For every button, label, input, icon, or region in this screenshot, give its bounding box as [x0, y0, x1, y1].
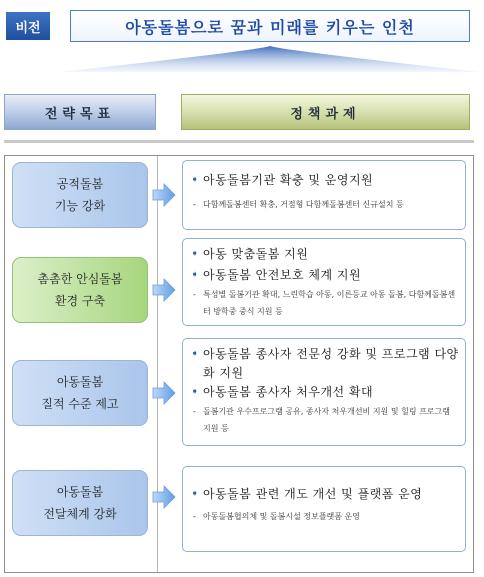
- task-item: ➧ 아동돌봄 종사자 처우개선 확대: [191, 383, 459, 402]
- goal-2-line1: 촘촘한 안심돌봄: [37, 272, 123, 286]
- goal-box-1: [12, 162, 148, 228]
- goal-4-line1: 아동돌봄: [56, 485, 104, 499]
- right-arrow-icon: [151, 277, 177, 303]
- header-divider: [4, 140, 474, 143]
- task-detail: - 특성별 돌봄기관 확대, 느린학습 아동, 이른등교 아동 돌봄, 다함께돌봄센터 방학중 중식 지원 등: [193, 290, 456, 316]
- tasks-column-header: 정책과제: [181, 94, 470, 130]
- goal-box-4: [12, 470, 148, 536]
- bullet-arrow-icon: ➧: [191, 249, 199, 259]
- task-box-2: [182, 238, 466, 326]
- task-item: ➧ 아동돌봄 안전보호 체계 지원: [191, 266, 459, 285]
- goal-1-line1: 공적돌봄: [56, 177, 104, 191]
- goals-column-header: 전략목표: [4, 94, 156, 130]
- vision-label: 비전: [6, 12, 50, 40]
- goal-2-line2: 환경 구축: [54, 294, 106, 308]
- task-box-1: [182, 160, 466, 230]
- vision-title: 아동돌봄으로 꿈과 미래를 키우는 인천: [70, 10, 470, 42]
- bullet-arrow-icon: ➧: [191, 349, 199, 359]
- bullet-arrow-icon: ➧: [191, 175, 199, 185]
- goal-3-line2: 질적 수준 제고: [41, 397, 119, 411]
- task-detail: - 아동돌봄협의체 및 돌봄시설 정보플랫폼 운영: [193, 512, 361, 521]
- goal-1-line2: 기능 강화: [54, 199, 106, 213]
- task-box-4: [182, 466, 466, 552]
- goal-3-line1: 아동돌봄: [56, 375, 104, 389]
- task-detail: - 돌봄기관 우수프로그램 공유, 종사자 처우개선비 지원 및 힐링 프로그램 지원 등: [193, 407, 450, 433]
- bullet-arrow-icon: ➧: [191, 387, 199, 397]
- task-detail: - 다함께돌봄센터 확충, 거점형 다함께돌봄센터 신규설치 등: [193, 200, 404, 209]
- bullet-arrow-icon: ➧: [191, 270, 199, 280]
- goal-4-line2: 전달체계 강화: [43, 507, 117, 521]
- task-item: ➧ 아동 맞춤돌봄 지원: [191, 245, 459, 264]
- vision-wedge-decoration: [60, 46, 480, 72]
- task-item: ➧ 아동돌봄 종사자 전문성 강화 및 프로그램 다양화 지원: [191, 347, 459, 380]
- right-arrow-icon: [151, 182, 177, 208]
- goal-box-2: [12, 257, 148, 323]
- task-item: ➧ 아동돌봄 관련 개도 개선 및 플랫폼 운영: [191, 485, 459, 504]
- bullet-arrow-icon: ➧: [191, 489, 199, 499]
- right-arrow-icon: [151, 484, 177, 510]
- task-item: ➧ 아동돌봄기관 확충 및 운영지원: [191, 171, 459, 190]
- right-arrow-icon: [151, 380, 177, 406]
- task-box-3: [182, 338, 466, 446]
- goal-box-3: [12, 360, 148, 426]
